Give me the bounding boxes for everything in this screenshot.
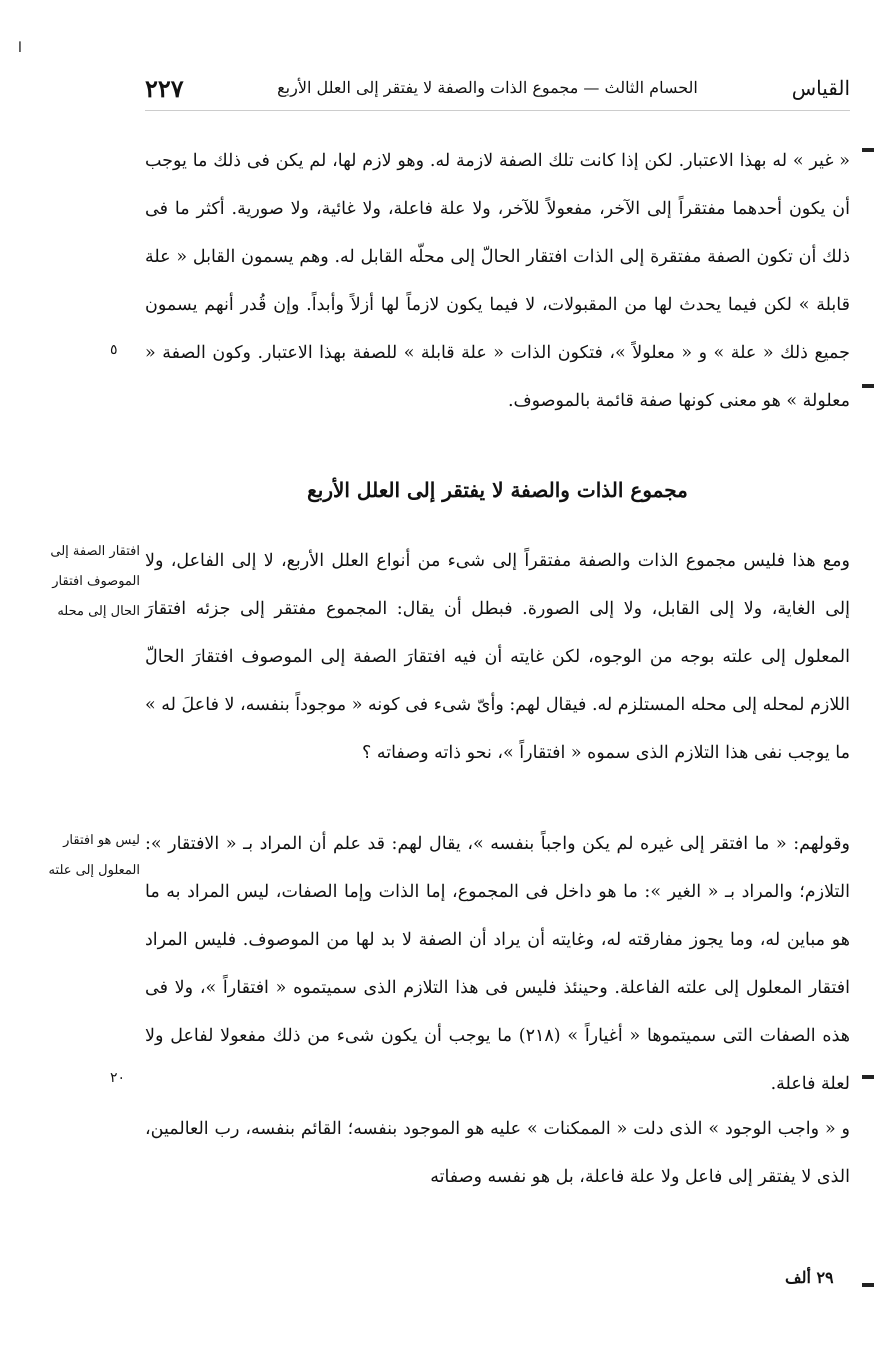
paragraph-1 (145, 137, 850, 425)
paragraph-4 (145, 1105, 850, 1201)
margin-tick-mark (862, 384, 874, 388)
margin-note: ليس هو افتقار المعلول إلى علته (48, 833, 140, 878)
paragraph-text: و « واجب الوجود » الذى دلت « الممكنات » عليه هو الموجود بنفسه؛ القائم بنفسه، رب العالمين، الذى لا يفتقر إلى فاعل ولا علة فاعلة، بل هو نفسه وصفاته (145, 1119, 850, 1187)
line-number: ٥ (110, 342, 118, 358)
margin-tick-mark (862, 1283, 874, 1287)
margin-tick-mark (862, 1075, 874, 1079)
section-heading: مجموع الذات والصفة لا يفتقر إلى العلل الأربع (307, 478, 688, 502)
paragraph-text: وقولهم: « ما افتقر إلى غيره لم يكن واجباً بنفسه »، يقال لهم: قد علم أن المراد بـ « الافتقار »: التلازم؛ والمراد بـ « الغير »: ما هو داخل فى المجموع، إما الذات وإما الصفات، ليس المراد به ما هو مباين له، وما يجوز مفارقته له، وغايته أن يراد أن الصفة لا بد لها من الموصوف. فليس المراد افتقار المعلول إلى علته الفاعلة. وحينئذ فليس فى هذا التلازم الذى سميتموه « افتقاراً »، ولا فى هذه الصفات التى سميتموها « أغياراً » (٢١٨) ما يوجب أن يكون شىء من ذلك مفعولا لفاعل ولا لعلة فاعلة. (145, 834, 850, 1094)
paragraph-text: « غير » له بهذا الاعتبار. لكن إذا كانت تلك الصفة لازمة له. وهو لازم لها، لم يكن فى ذلك ما يوجب أن يكون أحدهما مفتقراً إلى الآخر، مفعولاً للآخر، ولا علة فاعلة، ولا غائية، ولا صورية. أكثر ما فى ذلك أن تكون الصفة مفتقرة إلى الذات افتقار الحالّ إلى محلّه القابل له. وهم يسمون القابل « علة قابلة » لكن فيما يحدث لها من المقبولات، لا فيما يكون لازماً لها أزلاً وأبداً. وإن قُدر أنهم يسمون جميع ذلك « علة » و « معلولاً »، فتكون الذات « علة قابلة » للصفة بهذا الاعتبار. وكون الصفة « معلولة » هو معنى كونها صفة قائمة بالموصوف. (145, 151, 851, 411)
line-number: ٢٠ (110, 1070, 126, 1086)
margin-tick-mark (862, 148, 874, 152)
running-title: الحسام الثالث — مجموع الذات والصفة لا يفتقر إلى العلل الأربع (277, 78, 698, 97)
paragraph-3 (145, 820, 850, 1108)
page-header (145, 70, 850, 111)
margin-note: افتقار الصفة إلى الموصوف افتقار الحال إلى محله (50, 544, 140, 619)
folio-marker: ٢٩ ألف (785, 1268, 834, 1287)
page-number: ٢٢٧ (145, 74, 184, 103)
paragraph-2 (145, 537, 850, 777)
paragraph-text: ومع هذا فليس مجموع الذات والصفة مفتقراً إلى شىء من أنواع العلل الأربع، لا إلى الفاعل، ولا إلى الغاية، ولا إلى القابل، ولا إلى الصورة. فبطل أن يقال: المجموع مفتقر إلى جزئه افتقارَ المعلول إلى علته بوجه من الوجوه، لكن غايته أن فيه افتقارَ الصفة إلى الموصوف افتقارَ الحالّ اللازم لمحله إلى محله المستلزم له. فيقال لهم: وأىّ شىء فى كونه « موجوداً بنفسه، لا فاعلَ له » ما يوجب نفى هذا التلازم الذى سموه « افتقاراً »، نحو ذاته وصفاته ؟ (145, 551, 850, 763)
stray-ink-mark: ا (18, 40, 22, 56)
book-part-title: القياس (791, 76, 850, 100)
